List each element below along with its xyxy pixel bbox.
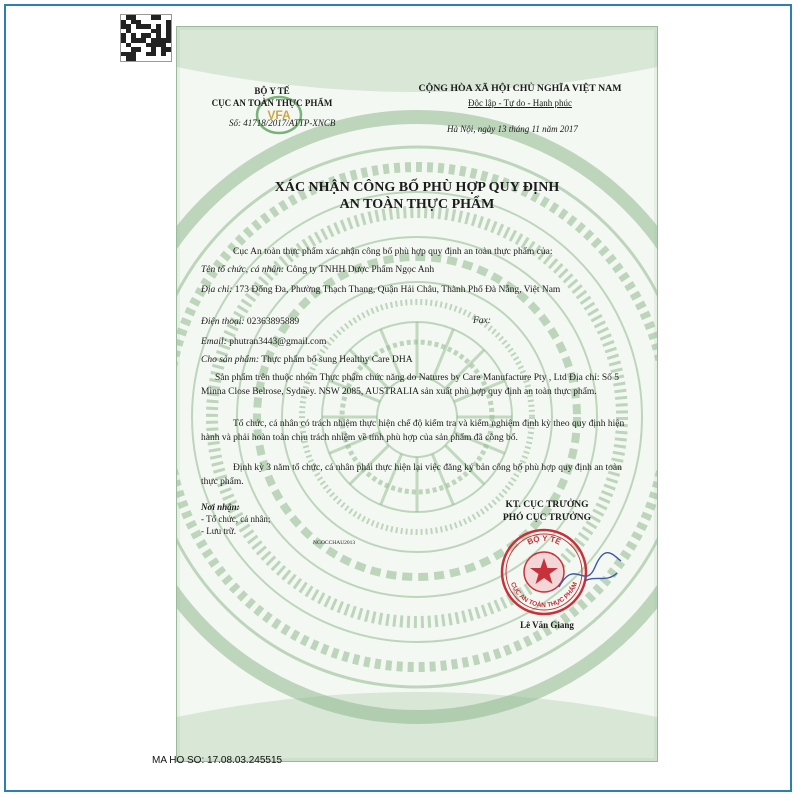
document-number: Số: 41718/2017/ATTP-XNCB xyxy=(229,118,336,128)
department-name: CỤC AN TOÀN THỰC PHẨM xyxy=(211,98,333,108)
signature-scribble-icon xyxy=(555,547,625,597)
title-line-2: AN TOÀN THỰC PHẨM xyxy=(339,197,495,212)
nation-title: CỘNG HÒA XÃ HỘI CHỦ NGHĨA VIỆT NAM xyxy=(418,83,622,94)
ministry-name: BỘ Y TẾ xyxy=(254,86,290,96)
signer-name: Lê Văn Giang xyxy=(520,620,574,630)
issue-date: Hà Nội, ngày 13 tháng 11 năm 2017 xyxy=(447,124,578,134)
organization-label: Tên tổ chức, cá nhân: xyxy=(201,265,285,275)
national-motto: Độc lập - Tự do - Hạnh phúc xyxy=(468,98,572,108)
recipients-block xyxy=(201,501,270,537)
organization-line xyxy=(201,263,637,277)
responsibility-paragraph: Tổ chức, cá nhân có trách nhiệm thực hiện chế độ kiểm tra và kiểm nghiệm định kỳ theo quy định hiện hành và phải hoàn toàn chịu trách nhiệm về tính phù hợp của sản phẩm đã công bố. xyxy=(201,419,625,443)
recipient-item: - Tổ chức, cá nhân; xyxy=(201,514,271,524)
phone-label: Điện thoại: xyxy=(201,317,245,327)
address-label: Địa chỉ: xyxy=(201,285,233,295)
fax-label: Fax: xyxy=(473,316,491,326)
email-line xyxy=(201,335,637,349)
product-line xyxy=(201,353,637,367)
phone-value: 02363895889 xyxy=(246,317,300,327)
signatory-title-line-1: KT. CỤC TRƯỞNG xyxy=(505,500,589,510)
qr-module xyxy=(166,56,171,61)
seal-bottom-text: CỤC AN TOÀN THỰC PHẨM xyxy=(508,581,580,610)
product-value: Thực phẩm bổ sung Healthy Care DHA xyxy=(261,355,413,365)
dossier-code: MA HO SO: 17.08.03.245515 xyxy=(152,755,283,766)
seal-top-text: BỘ Y TẾ xyxy=(525,533,563,547)
email-value: phutran3443@gmail.com xyxy=(229,337,327,347)
qr-code-icon xyxy=(120,14,172,62)
operator-code: NGOCCHAU2013 xyxy=(313,540,356,546)
title-line-1: XÁC NHẬN CÔNG BỐ PHÙ HỢP QUY ĐỊNH xyxy=(274,180,560,195)
product-label: Cho sản phẩm: xyxy=(201,355,260,365)
email-label: Email: xyxy=(201,337,227,347)
vfa-logo-text: VFA xyxy=(267,108,291,122)
document-title xyxy=(217,179,617,213)
certificate-paper xyxy=(176,26,658,762)
signatory-title-line-2: PHÓ CỤC TRƯỞNG xyxy=(502,513,592,523)
address-value: 173 Đống Đa, Phường Thạch Thang, Quận Hải Châu, Thành Phố Đà Nẵng, Việt Nam xyxy=(234,285,561,295)
recipient-item: - Lưu trữ. xyxy=(201,526,236,536)
intro-paragraph: Cục An toàn thực phẩm xác nhận công bố phù hợp quy định an toàn thực phẩm của: xyxy=(233,247,553,257)
manufacturer-paragraph: Sản phẩm trên thuộc nhóm Thực phẩm chức năng do Natures by Care Manufacture Pty , Ltd Địa chỉ: Số 5 Minna Close Belrose, Sydney. NSW 2085, AUSTRALIA sản xuất phù hợp quy định an toàn thực phẩm. xyxy=(201,373,620,397)
recipients-label: Nơi nhận: xyxy=(201,502,240,512)
signatory-title xyxy=(467,499,627,525)
address-line xyxy=(201,283,637,297)
organization-value: Công ty TNHH Dược Phẩm Ngọc Anh xyxy=(286,265,435,275)
renewal-paragraph: Định kỳ 3 năm tổ chức, cá nhân phải thực hiện lại việc đăng ký bản công bố phù hợp quy định an toàn thực phẩm. xyxy=(201,463,622,487)
phone-line xyxy=(201,315,637,329)
issuing-organization xyxy=(197,85,347,109)
